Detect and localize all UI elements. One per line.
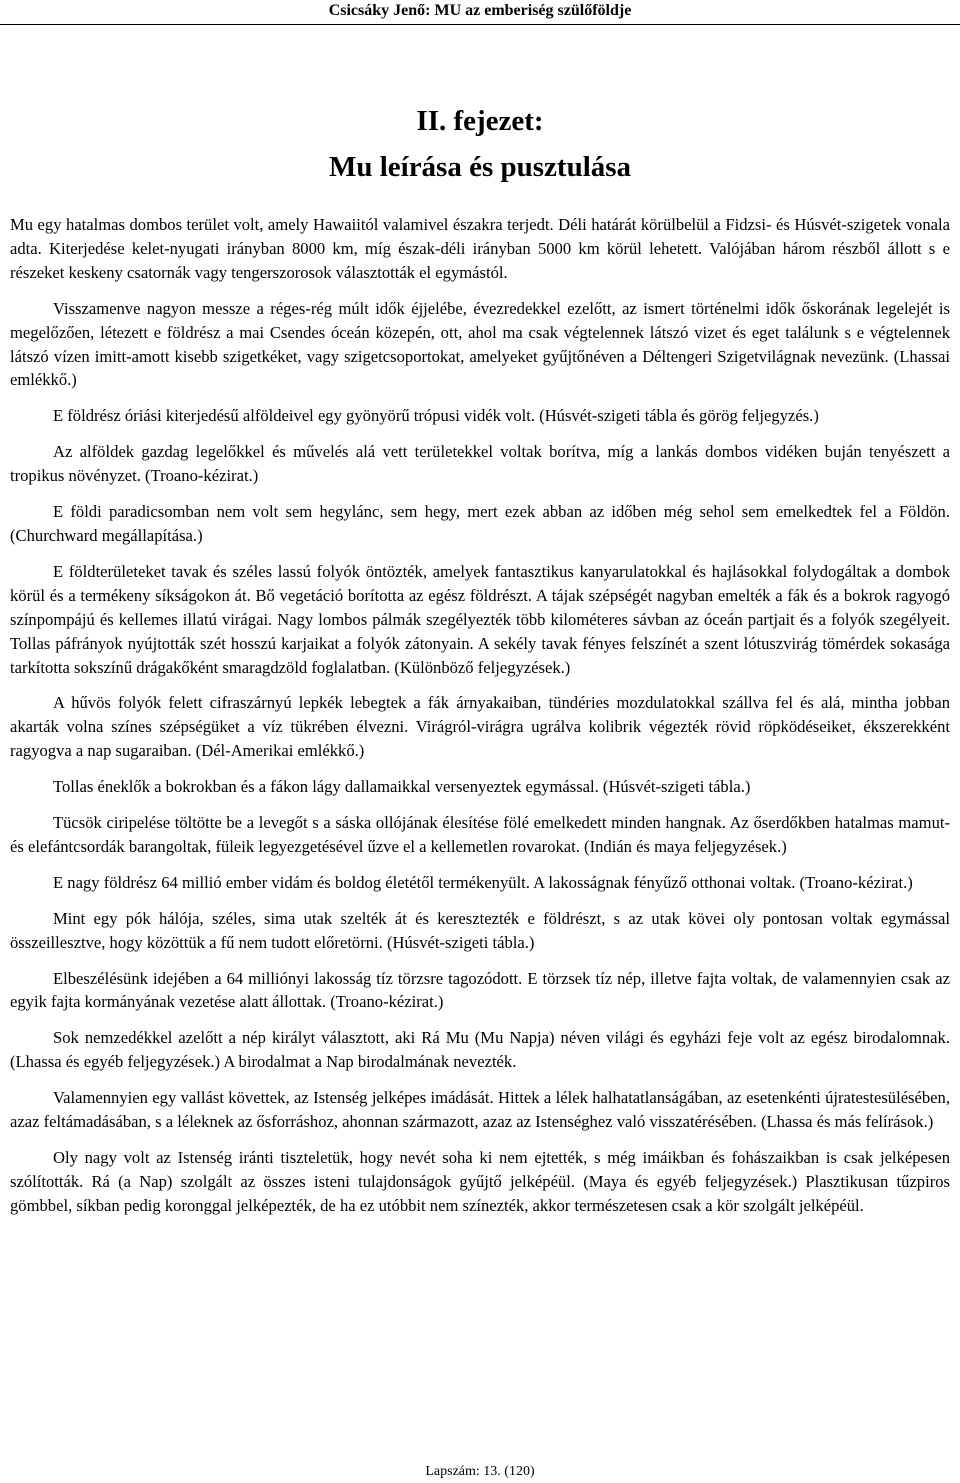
paragraph-2: Visszamenve nagyon messze a réges-rég múlt idők éjjelébe, évezredekkel ezelőtt, az ismert történelmi idők őskorának legelejét is megelőzően, létezett e földrész a mai Csendes óceán közepén, ott, ahol ma csak végtelennek látszó vizet és eget találunk s e végtelennek látszó vízen imitt-amott kisebb szigetkéket, vagy szigetcsoportokat, amelyeket gyűjtőnéven a Déltengeri Szigetvilágnak nevezünk. (Lhassai emlékkő.) (10, 298, 950, 390)
chapter-heading (0, 98, 960, 190)
body-text (10, 213, 950, 1230)
paragraph-13: Sok nemzedékkel azelőtt a nép királyt választott, aki Rá Mu (Mu Napja) néven világi és egyházi feje volt az egész birodalomnak. (Lhassa és egyéb feljegyzések.) A birodalmat a Nap birodalmának nevezték. (10, 1028, 950, 1072)
paragraph-15: Oly nagy volt az Istenség iránti tiszteletük, hogy nevét soha ki nem ejtették, s még imáikban és fohászaikban is csak jelképesen szólították. Rá (a Nap) szolgált az összes isteni tulajdonságok gyűjtő jelképéül. (Maya és egyéb feljegyzések.) Plasztikusan tűzpiros gömbbel, síkban pedig koronggal jelképezték, de ha ez utóbbit nem színezték, akkor természetesen csak a kör szolgált jelképéül. (10, 1148, 950, 1215)
header-divider (0, 24, 960, 25)
paragraph-9: Tücsök ciripelése töltötte be a levegőt s a sáska ollójának élesítése fölé emelkedett minden hangnak. Az őserdőkben hatalmas mamut- és elefántcsordák barangoltak, füleik legyezgetésével űzve el a kellemetlen rovarokat. (Indián és maya feljegyzések.) (10, 813, 950, 856)
page-footer (0, 1463, 960, 1481)
paragraph-11: Mint egy pók hálója, széles, sima utak szelték át és keresztezték e földrészt, s az utak kövei oly pontosan voltak egymással összeillesztve, hogy közöttük a fű nem tudott előretörni. (Húsvét-szigeti tábla.) (10, 908, 950, 952)
paragraph-10: E nagy földrész 64 millió ember vidám és boldog életétől termékenyült. A lakosságnak fényűző otthonai voltak. (Troano-kézirat.) (53, 872, 913, 892)
running-title: Csicsáky Jenő: MU az emberiség szülőföldje (328, 2, 632, 19)
running-header (0, 0, 960, 26)
paragraph-3: E földrész óriási kiterjedésű alföldeivel egy gyönyörű trópusi vidék volt. (Húsvét-szigeti tábla és görög feljegyzés.) (53, 406, 819, 426)
paragraph-6: E földterületeket tavak és széles lassú folyók öntözték, amelyek fantasztikus kanyarulatokkal és hajlásokkal folydogáltak a dombok körül és a termékeny síkságokon át. Bő vegetáció borította az egész földrészt. A tájak szépségét nagyban emelték a fák és a bokrok ragyogó színpompájú és kellemes illatú virágai. Nagy lombos pálmák szegélyezték több kilométeres sávban az óceán partjait és a folyók szegélyeit. Tollas páfrányok nyújtották szét hosszú karjaikat a folyók zátonyain. A sekély tavak fényes felszínét a szent lótuszvirág tömérdek sokasága tarkította sokszínű drágakőként smaragdzöld foglalatban. (Különböző feljegyzések.) (10, 561, 950, 677)
paragraph-8: Tollas éneklők a bokrokban és a fákon lágy dallamaikkal versenyeztek egymással. (Húsvét-szigeti tábla.) (53, 777, 751, 797)
paragraph-1: Mu egy hatalmas dombos terület volt, amely Hawaiitól valamivel északra terjedt. Déli határát körülbelül a Fidzsi- és Húsvét-szigetek vonala adta. Kiterjedése kelet-nyugati irányban 8000 km, míg észak-déli irányban 5000 km körül lehetett. Valójában három részből állott s e részeket keskeny csatornák vagy tengerszorosok választották el egymástól. (10, 215, 950, 282)
paragraph-4: Az alföldek gazdag legelőkkel és művelés alá vett területekkel voltak borítva, míg a lankás dombos vidéken buján tenyészett a tropikus növényzet. (Troano-kézirat.) (10, 442, 950, 486)
chapter-number: II. fejezet: (416, 105, 544, 137)
paragraph-5: E földi paradicsomban nem volt sem hegylánc, sem hegy, mert ezek abban az időben még sehol sem emelkedtek fel a Földön. (Churchward megállapítása.) (10, 502, 950, 545)
chapter-title: Mu leírása és pusztulása (328, 151, 632, 183)
page-number: Lapszám: 13. (120) (425, 1464, 535, 1479)
paragraph-14: Valamennyien egy vallást követtek, az Istenség jelképes imádását. Hittek a lélek halhatatlanságában, az esetenkénti újratestesülésében, azaz feltámadásában, s a léleknek az ősforráshoz, ahonnan származott, azaz az Istenséghez való visszatérésében. (Lhassa és más felírások.) (10, 1088, 950, 1132)
paragraph-7: A hűvös folyók felett cifraszárnyú lepkék lebegtek a fák árnyakaiban, tündéries mozdulatokkal szállva fel és alá, mintha jobban akarták volna színes szépségüket a víz tükrében élvezni. Virágról-virágra ugrálva kolibrik végezték rövid röpködéseiket, ékszerekként ragyogva a nap sugaraiban. (Dél-Amerikai emlékkő.) (10, 693, 950, 761)
paragraph-12: Elbeszélésünk idejében a 64 milliónyi lakosság tíz törzsre tagozódott. E törzsek tíz nép, illetve fajta voltak, de valamennyien csak az egyik fajta kormányának vezetése alatt állottak. (Troano-kézirat.) (10, 968, 950, 1012)
